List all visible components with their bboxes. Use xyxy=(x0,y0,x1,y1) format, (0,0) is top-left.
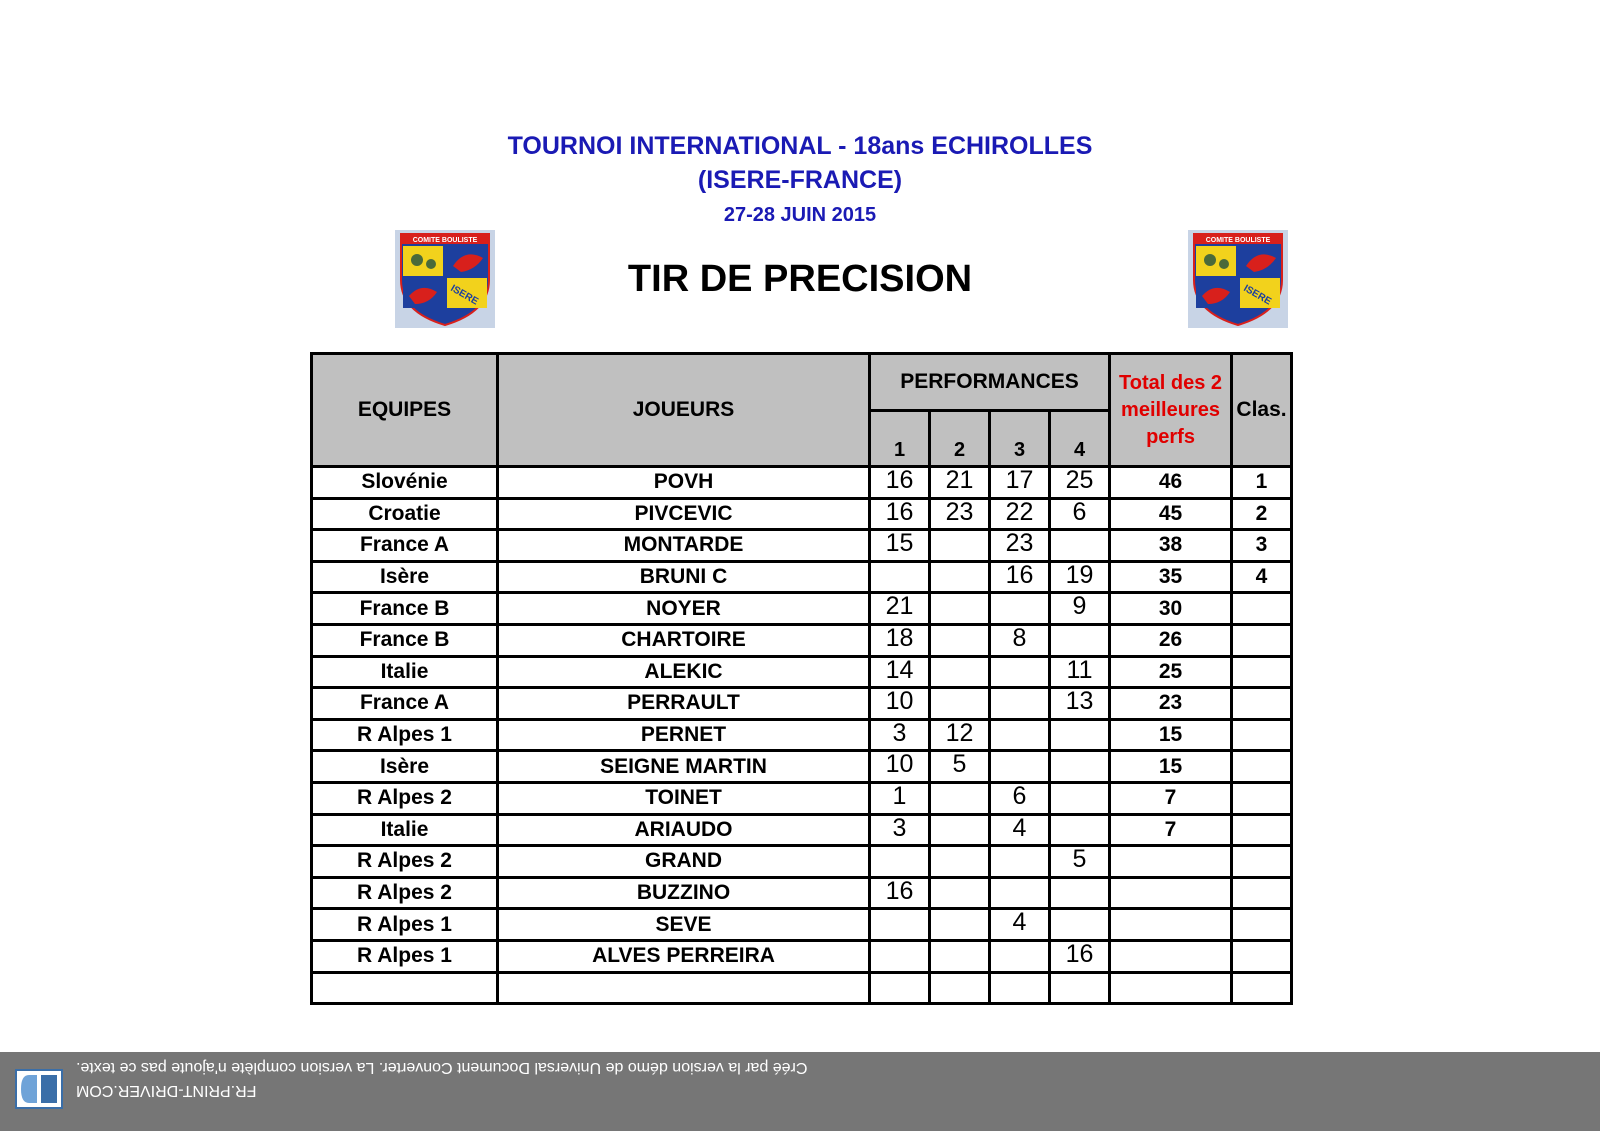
cell-clas xyxy=(1232,719,1292,751)
cell-perf-4 xyxy=(1050,782,1110,814)
cell-joueur: PIVCEVIC xyxy=(498,498,870,530)
cell-total: 7 xyxy=(1110,814,1232,846)
cell-joueur: SEIGNE MARTIN xyxy=(498,751,870,783)
cell-perf-1: 3 xyxy=(870,719,930,751)
cell-equipe: France B xyxy=(312,593,498,625)
cell-clas xyxy=(1232,656,1292,688)
cell-equipe: France A xyxy=(312,530,498,562)
cell-perf-3 xyxy=(990,846,1050,878)
table-row xyxy=(312,814,1292,846)
logo-text-top: COMITE BOULISTE xyxy=(412,237,478,244)
cell-joueur: BUZZINO xyxy=(498,877,870,909)
table-row xyxy=(312,877,1292,909)
cell-total: 45 xyxy=(1110,498,1232,530)
cell-total: 46 xyxy=(1110,467,1232,499)
cell-perf-2 xyxy=(930,561,990,593)
cell-perf-3 xyxy=(990,972,1050,1004)
cell-equipe: Italie xyxy=(312,656,498,688)
cell-joueur: ARIAUDO xyxy=(498,814,870,846)
cell-total: 25 xyxy=(1110,656,1232,688)
cell-perf-4 xyxy=(1050,972,1110,1004)
cell-joueur xyxy=(498,972,870,1004)
cell-equipe: France A xyxy=(312,688,498,720)
cell-total: 30 xyxy=(1110,593,1232,625)
cell-clas xyxy=(1232,624,1292,656)
cell-perf-1: 21 xyxy=(870,593,930,625)
tournament-location: (ISERE-FRANCE) xyxy=(697,166,903,194)
cell-perf-3: 4 xyxy=(990,814,1050,846)
cell-perf-2 xyxy=(930,624,990,656)
cell-perf-3: 6 xyxy=(990,782,1050,814)
cell-perf-4: 9 xyxy=(1050,593,1110,625)
cell-joueur: POVH xyxy=(498,467,870,499)
cell-perf-1: 16 xyxy=(870,498,930,530)
table-row xyxy=(312,656,1292,688)
cell-joueur: TOINET xyxy=(498,782,870,814)
table-row xyxy=(312,498,1292,530)
cell-clas xyxy=(1232,751,1292,783)
total-header-line1: Total des 2 xyxy=(1119,371,1223,394)
table-row xyxy=(312,719,1292,751)
col-header-equipes: EQUIPES xyxy=(312,354,498,467)
col-header-perf-2: 2 xyxy=(930,411,990,467)
cell-equipe: Italie xyxy=(312,814,498,846)
table-row xyxy=(312,846,1292,878)
table-row xyxy=(312,751,1292,783)
cell-perf-4: 11 xyxy=(1050,656,1110,688)
cell-total: 26 xyxy=(1110,624,1232,656)
cell-equipe: R Alpes 1 xyxy=(312,940,498,972)
table-row xyxy=(312,909,1292,941)
cell-perf-2 xyxy=(930,972,990,1004)
cell-joueur: CHARTOIRE xyxy=(498,624,870,656)
cell-joueur: PERNET xyxy=(498,719,870,751)
cell-perf-1 xyxy=(870,561,930,593)
cell-perf-1 xyxy=(870,940,930,972)
cell-perf-2 xyxy=(930,656,990,688)
cell-total: 35 xyxy=(1110,561,1232,593)
footer-notice: Créé par la version démo de Universal Document Converter. La version complète n'ajoute pas ce texte. xyxy=(76,1059,808,1076)
cell-perf-4 xyxy=(1050,624,1110,656)
cell-perf-4: 5 xyxy=(1050,846,1110,878)
total-header-line3: perfs xyxy=(1146,425,1195,448)
cell-clas xyxy=(1232,877,1292,909)
cell-clas xyxy=(1232,782,1292,814)
tournament-title: TOURNOI INTERNATIONAL - 18ans ECHIROLLES xyxy=(507,132,1093,160)
logo-text-top: COMITE BOULISTE xyxy=(1205,237,1271,244)
cell-perf-4 xyxy=(1050,814,1110,846)
cell-perf-3: 17 xyxy=(990,467,1050,499)
cell-total xyxy=(1110,909,1232,941)
table-row xyxy=(312,467,1292,499)
cell-perf-2 xyxy=(930,814,990,846)
cell-perf-3 xyxy=(990,877,1050,909)
cell-total xyxy=(1110,940,1232,972)
cell-equipe: R Alpes 1 xyxy=(312,719,498,751)
cell-perf-2: 21 xyxy=(930,467,990,499)
cell-perf-2 xyxy=(930,593,990,625)
cell-perf-3 xyxy=(990,940,1050,972)
cell-perf-1: 10 xyxy=(870,751,930,783)
cell-perf-1: 16 xyxy=(870,467,930,499)
cell-perf-3: 16 xyxy=(990,561,1050,593)
cell-joueur: SEVE xyxy=(498,909,870,941)
col-header-perf-3: 3 xyxy=(990,411,1050,467)
cell-perf-2 xyxy=(930,909,990,941)
cell-equipe: Croatie xyxy=(312,498,498,530)
cell-perf-1: 3 xyxy=(870,814,930,846)
table-row xyxy=(312,940,1292,972)
cell-perf-3 xyxy=(990,719,1050,751)
cell-perf-3: 22 xyxy=(990,498,1050,530)
cell-equipe xyxy=(312,972,498,1004)
cell-joueur: BRUNI C xyxy=(498,561,870,593)
cell-equipe: Isère xyxy=(312,561,498,593)
cell-equipe: R Alpes 1 xyxy=(312,909,498,941)
cell-joueur: ALVES PERREIRA xyxy=(498,940,870,972)
cell-equipe: Isère xyxy=(312,751,498,783)
cell-joueur: PERRAULT xyxy=(498,688,870,720)
cell-perf-3: 4 xyxy=(990,909,1050,941)
col-header-performances: PERFORMANCES xyxy=(870,354,1110,411)
cell-perf-1: 15 xyxy=(870,530,930,562)
cell-equipe: R Alpes 2 xyxy=(312,877,498,909)
cell-perf-4 xyxy=(1050,877,1110,909)
cell-perf-1: 1 xyxy=(870,782,930,814)
cell-perf-4: 6 xyxy=(1050,498,1110,530)
table-row xyxy=(312,530,1292,562)
cell-total: 15 xyxy=(1110,719,1232,751)
table-row xyxy=(312,688,1292,720)
cell-perf-2 xyxy=(930,846,990,878)
cell-clas: 4 xyxy=(1232,561,1292,593)
cell-perf-1 xyxy=(870,846,930,878)
table-row xyxy=(312,593,1292,625)
cell-perf-2: 12 xyxy=(930,719,990,751)
footer-url: FR.PRINT-DRIVER.COM xyxy=(76,1082,257,1099)
comite-bouliste-logo-left xyxy=(395,230,495,328)
cell-perf-1: 10 xyxy=(870,688,930,720)
cell-clas: 2 xyxy=(1232,498,1292,530)
table-row xyxy=(312,782,1292,814)
cell-joueur: GRAND xyxy=(498,846,870,878)
cell-clas: 1 xyxy=(1232,467,1292,499)
cell-perf-3: 8 xyxy=(990,624,1050,656)
results-body xyxy=(312,467,1292,1004)
cell-equipe: R Alpes 2 xyxy=(312,782,498,814)
cell-perf-2 xyxy=(930,688,990,720)
results-table xyxy=(310,352,1293,1005)
table-row xyxy=(312,624,1292,656)
cell-joueur: MONTARDE xyxy=(498,530,870,562)
cell-perf-4: 16 xyxy=(1050,940,1110,972)
comite-bouliste-logo-right xyxy=(1188,230,1288,328)
cell-total: 7 xyxy=(1110,782,1232,814)
cell-perf-3 xyxy=(990,751,1050,783)
cell-total xyxy=(1110,877,1232,909)
table-row xyxy=(312,972,1292,1004)
cell-perf-2 xyxy=(930,940,990,972)
cell-perf-3 xyxy=(990,593,1050,625)
cell-clas: 3 xyxy=(1232,530,1292,562)
footer-rotated xyxy=(0,1052,1600,1131)
cell-clas xyxy=(1232,814,1292,846)
cell-clas xyxy=(1232,909,1292,941)
cell-perf-2 xyxy=(930,530,990,562)
col-header-perf-4: 4 xyxy=(1050,411,1110,467)
logo-text-side: ISERE xyxy=(1241,283,1273,308)
cell-total: 38 xyxy=(1110,530,1232,562)
col-header-joueurs: JOUEURS xyxy=(498,354,870,467)
cell-perf-4: 25 xyxy=(1050,467,1110,499)
cell-perf-4 xyxy=(1050,751,1110,783)
cell-clas xyxy=(1232,972,1292,1004)
logo-text-side: ISERE xyxy=(448,283,480,308)
cell-perf-2: 23 xyxy=(930,498,990,530)
cell-perf-4 xyxy=(1050,909,1110,941)
cell-total xyxy=(1110,972,1232,1004)
table-row xyxy=(312,561,1292,593)
cell-perf-4 xyxy=(1050,530,1110,562)
cell-perf-2: 5 xyxy=(930,751,990,783)
cell-perf-3 xyxy=(990,656,1050,688)
cell-total xyxy=(1110,846,1232,878)
cell-perf-3: 23 xyxy=(990,530,1050,562)
section-title: TIR DE PRECISION xyxy=(627,258,973,300)
cell-equipe: France B xyxy=(312,624,498,656)
cell-perf-4: 13 xyxy=(1050,688,1110,720)
cell-clas xyxy=(1232,940,1292,972)
cell-total: 23 xyxy=(1110,688,1232,720)
cell-perf-1: 14 xyxy=(870,656,930,688)
cell-joueur: NOYER xyxy=(498,593,870,625)
cell-equipe: Slovénie xyxy=(312,467,498,499)
converter-logo-icon xyxy=(15,1069,63,1109)
cell-perf-3 xyxy=(990,688,1050,720)
cell-clas xyxy=(1232,846,1292,878)
cell-equipe: R Alpes 2 xyxy=(312,846,498,878)
total-header-line2: meilleures xyxy=(1121,398,1220,421)
cell-total: 15 xyxy=(1110,751,1232,783)
cell-clas xyxy=(1232,593,1292,625)
cell-joueur: ALEKIC xyxy=(498,656,870,688)
tournament-dates: 27-28 JUIN 2015 xyxy=(723,204,877,226)
col-header-total xyxy=(1110,354,1232,467)
cell-perf-4 xyxy=(1050,719,1110,751)
cell-perf-4: 19 xyxy=(1050,561,1110,593)
cell-perf-2 xyxy=(930,877,990,909)
cell-perf-2 xyxy=(930,782,990,814)
converter-footer xyxy=(0,1052,1600,1131)
cell-perf-1: 16 xyxy=(870,877,930,909)
cell-perf-1 xyxy=(870,972,930,1004)
cell-clas xyxy=(1232,688,1292,720)
col-header-clas: Clas. xyxy=(1232,354,1292,467)
cell-perf-1: 18 xyxy=(870,624,930,656)
col-header-perf-1: 1 xyxy=(870,411,930,467)
cell-perf-1 xyxy=(870,909,930,941)
